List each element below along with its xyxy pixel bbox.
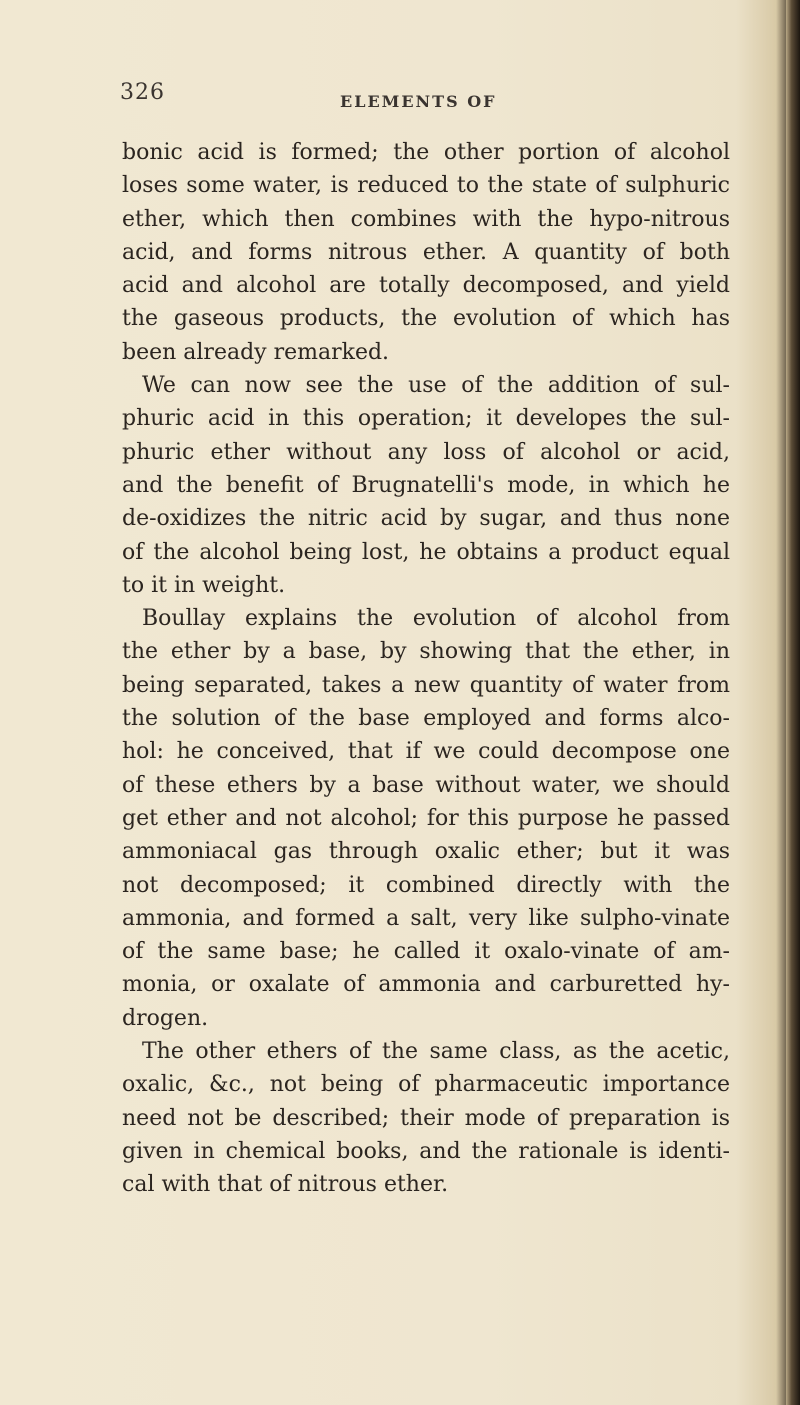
- paragraph-start-line: Boullay explains the evolution of alcohol from: [142, 606, 730, 632]
- paragraph-start-line: We can now see the use of the addition of sul-: [142, 373, 730, 399]
- text-line: phuric acid in this operation; it developes the sul-: [122, 406, 730, 432]
- text-line: the ether by a base, by showing that the ether, in: [122, 639, 730, 665]
- text-line: being separated, takes a new quantity of water from: [122, 672, 730, 698]
- text-line: acid, and forms nitrous ether. A quantity of both: [122, 239, 730, 265]
- text-line: to it in weight.: [122, 572, 286, 598]
- text-line: cal with that of nitrous ether.: [122, 1172, 449, 1198]
- page-header: [120, 80, 730, 116]
- text-line: been already remarked.: [122, 339, 390, 365]
- text-line: ammonia, and formed a salt, very like sulpho-vinate: [122, 905, 730, 931]
- text-line: loses some water, is reduced to the state of sulphuric: [122, 173, 730, 199]
- text-line: ammoniacal gas through oxalic ether; but it was: [122, 839, 730, 865]
- body-text: [122, 136, 730, 1202]
- text-line: need not be described; their mode of preparation is: [122, 1105, 730, 1131]
- text-line: not decomposed; it combined directly with the: [122, 872, 730, 898]
- paragraph-start-line: The other ethers of the same class, as the acetic,: [142, 1039, 730, 1065]
- text-line: the gaseous products, the evolution of which has: [122, 306, 730, 332]
- text-line: of the same base; he called it oxalo-vinate of am-: [122, 939, 730, 965]
- text-line: hol: he conceived, that if we could decompose one: [122, 739, 730, 765]
- text-line: acid and alcohol are totally decomposed, and yield: [122, 273, 730, 299]
- text-line: ether, which then combines with the hypo-nitrous: [122, 206, 730, 232]
- text-line: de-oxidizes the nitric acid by sugar, and thus none: [122, 506, 730, 532]
- text-line: of the alcohol being lost, he obtains a product equal: [122, 539, 730, 565]
- text-line: bonic acid is formed; the other portion of alcohol: [122, 140, 730, 165]
- text-line: monia, or oxalate of ammonia and carburetted hy-: [122, 972, 730, 998]
- text-line: drogen.: [122, 1005, 209, 1031]
- text-line: given in chemical books, and the rationale is identi-: [122, 1138, 730, 1164]
- text-line: phuric ether without any loss of alcohol or acid,: [122, 439, 730, 465]
- text-line: get ether and not alcohol; for this purpose he passed: [122, 805, 730, 831]
- text-line: oxalic, &c., not being of pharmaceutic importance: [122, 1072, 730, 1098]
- text-line: of these ethers by a base without water, we should: [122, 772, 730, 798]
- text-line: the solution of the base employed and forms alco-: [122, 706, 730, 732]
- running-head: ELEMENTS OF: [340, 92, 497, 111]
- page-edge-shadow: [786, 0, 800, 1405]
- page-number: 326: [120, 80, 165, 105]
- text-line: and the benefit of Brugnatelli's mode, in which he: [122, 472, 730, 498]
